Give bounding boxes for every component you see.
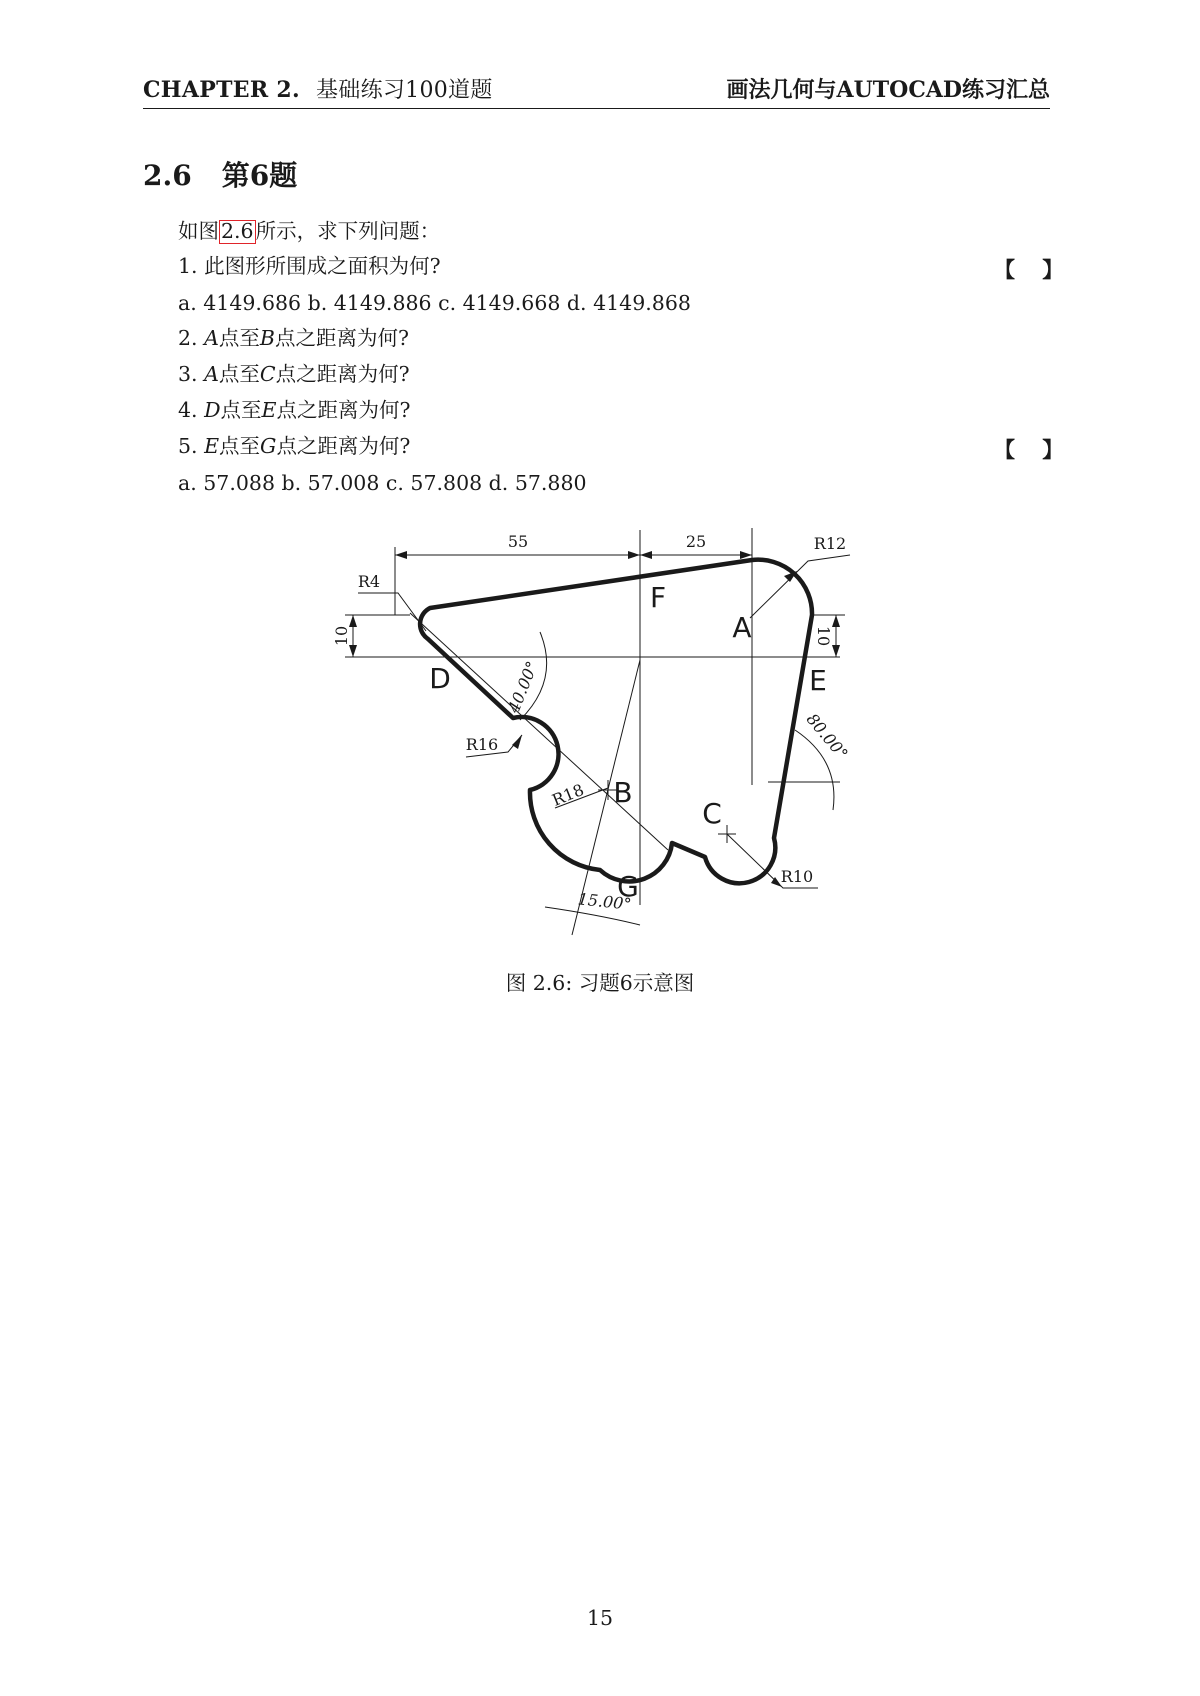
arrowhead xyxy=(628,551,640,559)
running-head xyxy=(143,76,1050,109)
question-text: 点至 xyxy=(220,398,262,422)
dim-25: 25 xyxy=(685,532,707,551)
arrowhead xyxy=(512,735,522,749)
section-heading: 第6题 xyxy=(221,159,298,192)
option-prefix: a. xyxy=(178,471,204,495)
book-title: 画法几何与AUTOCAD练习汇总 xyxy=(726,77,1050,103)
arrowhead xyxy=(349,615,357,627)
dim-55: 55 xyxy=(507,532,529,551)
technical-drawing xyxy=(320,525,880,945)
arrowhead xyxy=(640,551,652,559)
dim-r18: R18 xyxy=(549,780,587,810)
answer-bracket-1[interactable]: 【 】 xyxy=(994,257,1074,282)
question-4 xyxy=(178,400,410,421)
running-head-left xyxy=(143,73,493,104)
question-5-options xyxy=(178,473,587,494)
r12-leader xyxy=(750,555,850,618)
dim-r16: R16 xyxy=(465,735,499,754)
dim-angle-80: 80.00° xyxy=(802,709,852,764)
chapter-label: CHAPTER 2. xyxy=(143,77,300,103)
point-symbol: A xyxy=(204,362,219,386)
point-symbol: G xyxy=(260,434,277,458)
question-number: 1. xyxy=(178,254,205,278)
page-number: 15 xyxy=(586,1606,614,1630)
r4-leader xyxy=(358,593,426,631)
diagonal-line-db xyxy=(410,613,668,850)
question-1-options xyxy=(178,293,691,314)
option-text: 57.088 b. 57.008 c. 57.808 d. 57.880 xyxy=(203,471,587,495)
question-text: 点至 xyxy=(219,434,261,458)
question-text: 点至 xyxy=(218,326,260,350)
question-5 xyxy=(178,436,410,457)
figure-reference-link[interactable]: 2.6 xyxy=(221,219,254,243)
point-symbol: E xyxy=(204,434,220,458)
answer-bracket-5[interactable]: 【 】 xyxy=(994,437,1074,462)
chapter-title: 基础练习100道题 xyxy=(315,78,493,103)
question-1 xyxy=(178,256,441,277)
point-label-c: C xyxy=(702,797,722,830)
figure-drawing xyxy=(320,525,880,945)
point-label-a: A xyxy=(732,611,752,644)
question-text: 此图形所围成之面积为何? xyxy=(204,254,441,278)
question-text: 点之距离为何? xyxy=(276,434,411,458)
question-text: 点之距离为何? xyxy=(276,398,411,422)
figure-caption: 图 2.6: 习题6示意图 xyxy=(505,971,695,995)
point-symbol: C xyxy=(259,362,276,386)
question-text: 点至 xyxy=(218,362,260,386)
point-label-e: E xyxy=(809,664,827,697)
point-label-d: D xyxy=(429,662,451,695)
point-label-b: B xyxy=(613,776,633,809)
point-label-f: F xyxy=(649,581,667,614)
point-symbol: D xyxy=(204,398,221,422)
section-title xyxy=(143,154,297,194)
dim-10-left: 10 xyxy=(332,625,351,647)
dim-angle-15: 15.00° xyxy=(576,889,633,914)
question-text: 点之距离为何? xyxy=(275,362,410,386)
intro-paragraph xyxy=(178,220,440,244)
intro-after: 所示，求下列问题： xyxy=(255,219,441,243)
question-text: 点之距离为何? xyxy=(274,326,409,350)
option-text: 4149.686 b. 4149.886 c. 4149.668 d. 4149.868 xyxy=(203,291,691,315)
point-symbol: E xyxy=(261,398,277,422)
dim-r12: R12 xyxy=(813,534,847,553)
section-number: 2.6 xyxy=(143,159,192,192)
construction-lines xyxy=(345,528,850,935)
question-number: 5. xyxy=(178,434,205,458)
arrowhead xyxy=(395,551,407,559)
question-number: 3. xyxy=(178,362,205,386)
dim-10-right: 10 xyxy=(814,625,833,647)
option-prefix: a. xyxy=(178,291,204,315)
point-symbol: A xyxy=(204,326,219,350)
point-symbol: B xyxy=(259,326,275,350)
question-number: 2. xyxy=(178,326,205,350)
intro-before: 如图 xyxy=(178,219,219,243)
dim-r10: R10 xyxy=(780,867,814,886)
arrowhead xyxy=(740,551,752,559)
point-label-g: G xyxy=(617,870,639,903)
question-3 xyxy=(178,364,410,385)
question-number: 4. xyxy=(178,398,205,422)
dim-angle-40: 40.00° xyxy=(504,658,542,716)
question-2 xyxy=(178,328,409,349)
arrowhead xyxy=(832,645,840,657)
dim-r4: R4 xyxy=(357,572,381,591)
figure-outline xyxy=(420,560,812,884)
